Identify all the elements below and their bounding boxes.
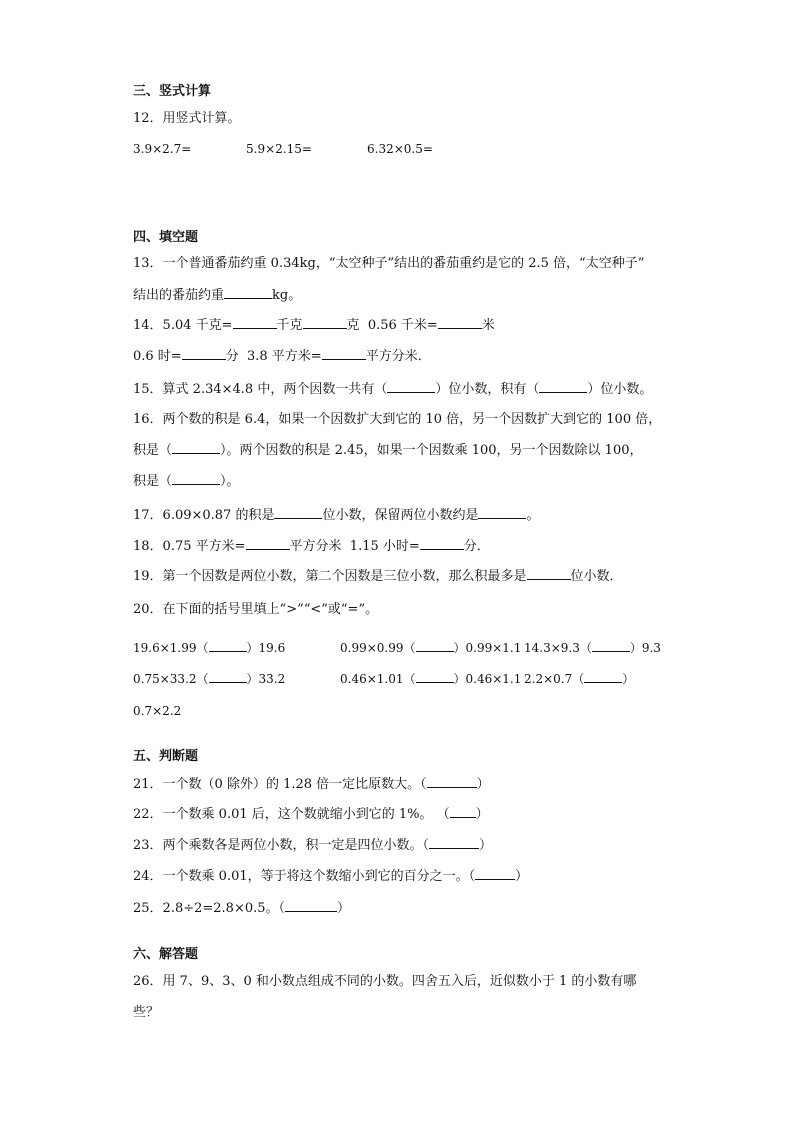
answer-blank[interactable] — [584, 670, 622, 683]
compare-4: 0.75×33.2（ ）33.2 — [133, 672, 286, 686]
answer-blank[interactable] — [450, 805, 476, 818]
compare-6: 2.2×0.7（ ） — [524, 672, 635, 686]
answer-blank[interactable] — [322, 347, 366, 360]
expr-1: 3.9×2.7= — [133, 142, 192, 156]
question-12: 12．用竖式计算。 — [133, 111, 241, 126]
expr-3: 6.32×0.5= — [367, 142, 433, 156]
question-16-line-3: 积是（ ）。 — [133, 474, 240, 489]
question-13-line-2: 结出的番茄约重 kg。 — [133, 288, 302, 303]
answer-blank[interactable] — [274, 506, 322, 519]
question-26-line-1: 26．用 7、9、3、0 和小数点组成不同的小数。四舍五入后，近似数小于 1 的小数有哪 — [133, 974, 637, 989]
section-4-title: 四、填空题 — [133, 230, 199, 245]
question-15: 15．算式 2.34×4.8 中，两个因数一共有（ ）位小数，积有（ ）位小数。 — [133, 382, 653, 397]
answer-blank[interactable] — [182, 347, 226, 360]
answer-blank[interactable] — [172, 472, 220, 485]
answer-blank[interactable] — [416, 670, 454, 683]
answer-blank[interactable] — [475, 867, 515, 880]
answer-blank[interactable] — [303, 316, 347, 329]
question-20: 20．在下面的括号里填上“>”“<”或“=”。 — [133, 602, 379, 617]
compare-1: 19.6×1.99（ ）19.6 — [133, 641, 286, 655]
answer-blank[interactable] — [233, 316, 277, 329]
answer-blank[interactable] — [416, 639, 454, 652]
answer-blank[interactable] — [527, 567, 571, 580]
compare-3: 14.3×9.3（ ）9.3 — [524, 641, 661, 655]
answer-blank[interactable] — [209, 639, 247, 652]
question-24: 24．一个数乘 0.01，等于将这个数缩小到它的百分之一。（ ） — [133, 869, 529, 884]
question-18: 18．0.75 平方米= 平方分米 1.15 小时= 分． — [133, 539, 490, 554]
section-5-title: 五、判断题 — [133, 749, 199, 764]
question-19: 19．第一个因数是两位小数，第二个因数是三位小数，那么积最多是 位小数． — [133, 569, 623, 584]
compare-6-continued: 0.7×2.2 — [133, 704, 182, 718]
question-17: 17．6.09×0.87 的积是 位小数，保留两位小数约是 。 — [133, 508, 540, 523]
answer-blank[interactable] — [438, 316, 482, 329]
answer-blank[interactable] — [592, 639, 630, 652]
answer-blank[interactable] — [172, 441, 220, 454]
expr-2: 5.9×2.15= — [246, 142, 312, 156]
answer-blank[interactable] — [387, 380, 435, 393]
question-25: 25．2.8÷2=2.8×0.5。（ ） — [133, 901, 351, 916]
answer-blank[interactable] — [427, 775, 477, 788]
answer-blank[interactable] — [224, 286, 272, 299]
section-6-title: 六、解答题 — [133, 947, 199, 962]
question-16-line-1: 16．两个数的积是 6.4，如果一个因数扩大到它的 10 倍，另一个因数扩大到它的 100 倍， — [133, 412, 662, 427]
answer-blank[interactable] — [478, 506, 526, 519]
answer-blank[interactable] — [420, 537, 464, 550]
section-3-title: 三、竖式计算 — [133, 84, 212, 99]
question-13-line-1: 13．一个普通番茄约重 0.34kg，“太空种子”结出的番茄重约是它的 2.5 倍，“太空种子” — [133, 256, 645, 271]
question-26-line-2: 些？ — [133, 1005, 160, 1020]
answer-blank[interactable] — [246, 537, 290, 550]
compare-5: 0.46×1.01（ ）0.46×1.1 — [340, 672, 522, 686]
answer-blank[interactable] — [209, 670, 247, 683]
question-23: 23．两个乘数各是两位小数，积一定是四位小数。（ ） — [133, 838, 493, 853]
question-14-line-2: 0.6 时= 分 3.8 平方米= 平方分米． — [133, 349, 431, 364]
question-14-line-1: 14．5.04 千克= 千克 克 0.56 千米= 米 — [133, 318, 495, 333]
answer-blank[interactable] — [429, 836, 479, 849]
answer-blank[interactable] — [285, 899, 337, 912]
question-21: 21．一个数（0 除外）的 1.28 倍一定比原数大。（ ） — [133, 777, 490, 792]
compare-2: 0.99×0.99（ ）0.99×1.1 — [340, 641, 522, 655]
question-22: 22．一个数乘 0.01 后，这个数就缩小到它的 1%。 （ ） — [133, 807, 489, 822]
question-16-line-2: 积是（ ）。两个因数的积是 2.45，如果一个因数乘 100，另一个因数除以 100， — [133, 443, 643, 458]
answer-blank[interactable] — [539, 380, 587, 393]
